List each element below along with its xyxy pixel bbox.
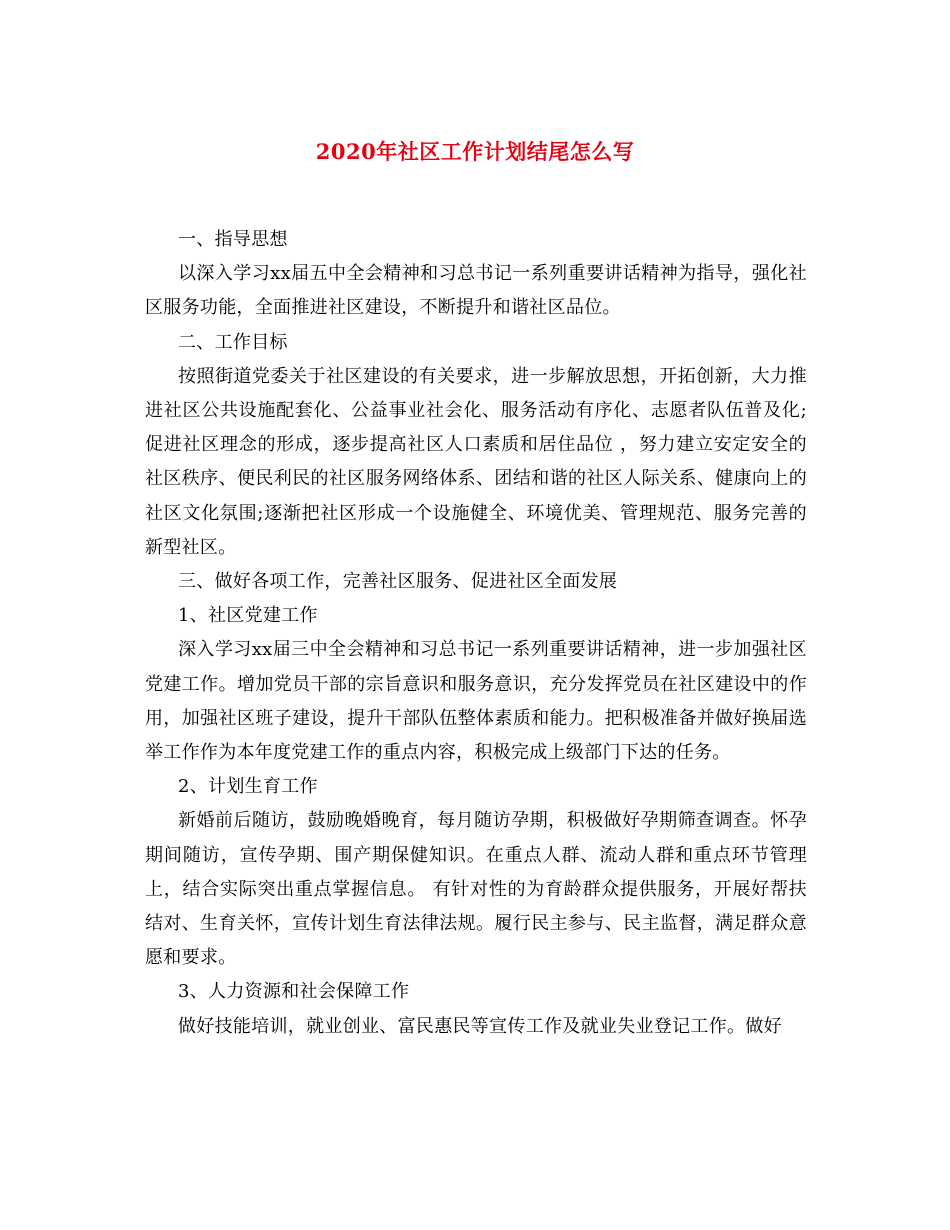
subheading-human-resources: 3、人力资源和社会保障工作 xyxy=(178,981,410,1003)
document-body xyxy=(145,223,807,1044)
heading-work-items: 三、做好各项工作，完善社区服务、促进社区全面发展 xyxy=(178,571,618,593)
paragraph-human-resources: 做好技能培训，就业创业、富民惠民等宣传工作及就业失业登记工作。做好 xyxy=(178,1015,782,1037)
subheading-family-planning: 2、计划生育工作 xyxy=(178,776,318,798)
heading-work-goals: 二、工作目标 xyxy=(178,331,288,353)
heading-guiding-ideology: 一、指导思想 xyxy=(178,229,288,250)
paragraph-work-goals: 按照街道党委关于社区建设的有关要求，进一步解放思想，开拓创新，大力推进社区公共设施配套化、公益事业社会化、服务活动有序化、志愿者队伍普及化;促进社区理念的形成，逐步提高社区人口素质和居住品位 ，努力建立安定安全的社区秩序、便民利民的社区服务网络体系、团结和谐的社区人际关系、健康向上的社区文化氛围;逐渐把社区形成一个设施健全、环境优美、管理规范、服务完善的新型社区。 xyxy=(145,365,807,558)
paragraph-guiding-ideology: 以深入学习xx届五中全会精神和习总书记一系列重要讲话精神为指导，强化社区服务功能，全面推进社区建设，不断提升和谐社区品位。 xyxy=(145,263,807,319)
paragraph-party-building: 深入学习xx届三中全会精神和习总书记一系列重要讲话精神，进一步加强社区党建工作。增加党员干部的宗旨意识和服务意识，充分发挥党员在社区建设中的作用，加强社区班子建设，提升干部队伍整体素质和能力。把积极准备并做好换届选举工作作为本年度党建工作的重点内容，积极完成上级部门下达的任务。 xyxy=(145,639,807,764)
paragraph-family-planning: 新婚前后随访，鼓励晚婚晚育，每月随访孕期，积极做好孕期筛查调查。怀孕期间随访，宣传孕期、围产期保健知识。在重点人群、流动人群和重点环节管理上，结合实际突出重点掌握信息。 有针对性的为育龄群众提供服务，开展好帮扶结对、生育关怀，宣传计划生育法律法规。履行民主参与、民主监督，满足群众意愿和要求。 xyxy=(145,810,807,969)
subheading-party-building: 1、社区党建工作 xyxy=(178,605,318,627)
document-title: 2020年社区工作计划结尾怎么写 xyxy=(315,139,635,164)
